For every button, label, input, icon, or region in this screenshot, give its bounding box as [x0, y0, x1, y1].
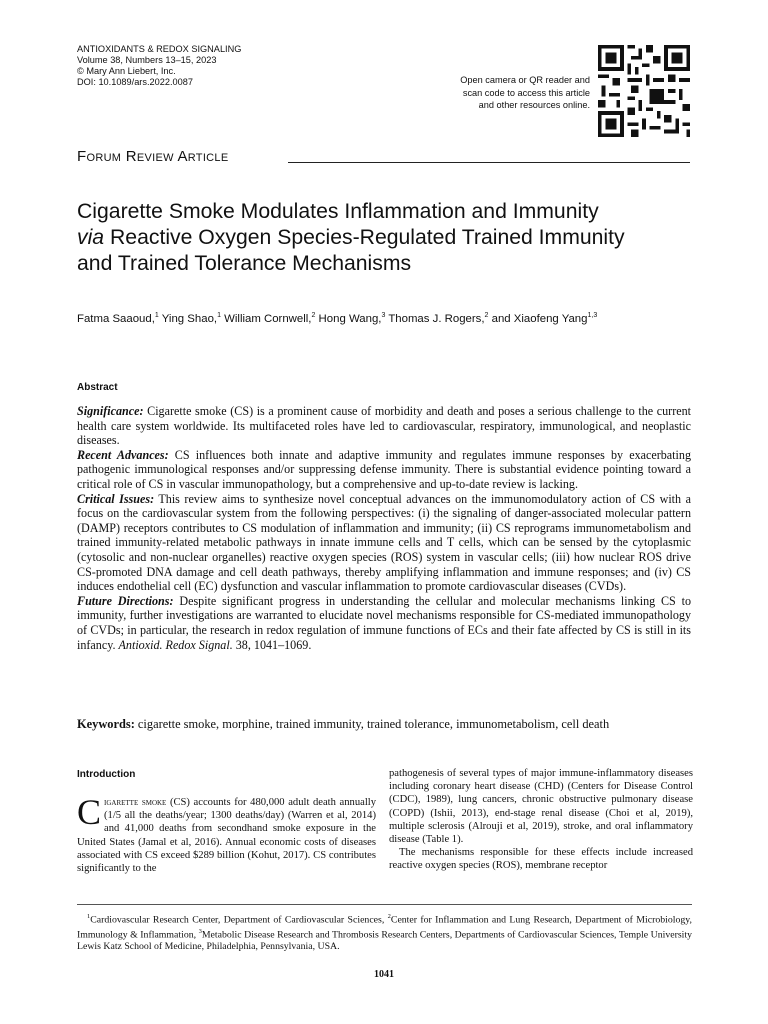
keywords-text: cigarette smoke, morphine, trained immunity, trained tolerance, immunometabolism, cell death [134, 717, 610, 731]
author-affiliation: 3 [381, 312, 386, 319]
abstract-heading: Abstract [77, 382, 118, 393]
journal-publisher: © Mary Ann Liebert, Inc. [77, 66, 176, 76]
drop-cap: C [77, 792, 102, 832]
abstract-paragraph [77, 594, 691, 652]
footnote-text: Cardiovascular Research Center, Department of Cardiovascular Sciences, [90, 914, 388, 926]
qr-note-line: scan code to access this article [462, 87, 590, 98]
journal-volume: Volume 38, Numbers 13–15, 2023 [77, 55, 217, 65]
journal-doi[interactable]: DOI: 10.1089/ars.2022.0087 [77, 77, 193, 87]
footnote-text: Metabolic Disease Research and Thrombosis Research Centers, Departments of Cardiovascular Sciences, Temple University Lewis Katz School of Medicine, Philadelphia, Pennsylvania, USA. [77, 929, 692, 953]
article-title [77, 199, 697, 277]
footnote-marker: 1 [87, 913, 91, 920]
journal-name: ANTIOXIDANTS & REDOX SIGNALING [77, 44, 242, 54]
page-number: 1041 [374, 969, 394, 980]
footnote-marker: 2 [387, 913, 391, 920]
qr-note-line: Open camera or QR reader and [460, 75, 590, 85]
keywords-label: Keywords: [77, 717, 135, 731]
qr-note [430, 74, 590, 112]
author-name: Thomas J. Rogers, [385, 312, 485, 325]
author-affiliation: 1 [217, 312, 221, 319]
author-list [77, 312, 697, 325]
abstract-label: Significance: [77, 404, 144, 418]
title-line: and Trained Tolerance Mechanisms [77, 252, 412, 275]
qr-note-line: and other resources online. [478, 100, 590, 110]
introduction-left-column [77, 792, 377, 875]
title-line: Reactive Oxygen Species-Regulated Trained Immunity [104, 226, 625, 249]
affiliation-footnote [77, 911, 692, 953]
abstract-text: Despite significant progress in understanding the cellular and molecular mechanisms linking CS to immunity, further investigations are warranted to elucidate novel mechanisms responsible for CS-mediated immunopathology of CVDs; in particular, the research in redox regulation of immune functions of ECs and their fate affected by CS is still in its infancy. [77, 593, 691, 652]
title-italic: via [77, 226, 105, 249]
author-name: Hong Wang, [315, 312, 382, 325]
introduction-right-column [389, 767, 693, 873]
abstract-paragraph [77, 448, 691, 492]
author-name: Fatma Saaoud, [77, 312, 155, 325]
introduction-heading: Introduction [77, 769, 136, 780]
author-name: Ying Shao, [158, 312, 218, 325]
body-paragraph: The mechanisms responsible for these effects include increased reactive oxygen species (ROS), membrane receptor [389, 847, 693, 872]
abstract-text: This review aims to synthesize novel conceptual advances on the immunomodulatory action of CS with a focus on the cardiovascular system from the following perspectives: (i) the signaling of danger-associated molecular pattern (DAMP) receptors contributes to CS modulation of inflammation and immunity; (ii) CS reprograms immunometabolism and trained immunity-related metabolic pathways in innate immune cells and T cells, which can be sensed by the cytoplasmic (cytosolic and non-nuclear organelles) reactive oxygen species (ROS) system in vascular cells; (iii) how nuclear ROS drive CS-promoted DNA damage and cell death pathways, thereby amplifying inflammation and immune responses; and (iv) CS induces endothelial cell (EC) dysfunction and vascular inflammation to promote cardiovascular diseases (CVDs). [77, 491, 691, 594]
body-paragraph: pathogenesis of several types of major immune-inflammatory diseases including coronary heart disease (CHD) (Centers for Disease Control (CDC), 1989), lung cancers, chronic obstructive pulmonary disease (COPD) (Ishii, 2013), end-stage renal disease (Choi et al, 2019), multiple sclerosis (Alrouji et al, 2019), stroke, and oral inflammatory disease (Table 1). [389, 768, 693, 846]
footnote-text: Center for Inflammation and Lung Research, Department of Microbiology, Immunology & Inflammation, [77, 914, 692, 941]
citation-journal: Antioxid. Redox Signal. [118, 637, 233, 652]
article-type: Forum Review Article [77, 148, 229, 165]
abstract-label: Future Directions: [77, 593, 174, 608]
abstract-paragraph [77, 492, 691, 594]
author-name: and Xiaofeng Yang [488, 312, 588, 325]
abstract-label: Critical Issues: [77, 491, 155, 506]
footnote-rule [77, 904, 692, 905]
author-affiliation: 1 [154, 312, 159, 319]
author-affiliation: 2 [484, 312, 489, 319]
smallcaps-text: igarette smoke [104, 797, 167, 808]
abstract-paragraph [77, 404, 691, 448]
author-affiliation: 1,3 [587, 312, 598, 319]
title-line: Cigarette Smoke Modulates Inflammation and Immunity [77, 200, 599, 223]
author-affiliation: 2 [311, 312, 316, 319]
journal-info [77, 44, 241, 88]
abstract-label: Recent Advances: [77, 447, 169, 462]
author-name: William Cornwell, [220, 312, 312, 325]
keywords [77, 717, 707, 732]
abstract-body [77, 404, 691, 652]
abstract-text: Cigarette smoke (CS) is a prominent cause of morbidity and death and poses a serious challenge to the current health care system worldwide. Its multifaceted roles have led to cardiovascular, respiratory, immunological, and neoplastic diseases. [77, 404, 691, 448]
body-text: (CS) accounts for 480,000 adult death annually (1/5 all the deaths/year; 1300 deaths/day) (Warren et al, 2014) and 41,000 deaths from secondhand smoke exposure in the United States (Jamal et al, 2016). Annual economic costs of diseases associated with CS exceed $289 billion (Kohut, 2017). CS contributes significantly to the [77, 797, 377, 875]
footnote-marker: 3 [198, 928, 202, 936]
citation-details: 38, 1041–1069. [232, 637, 312, 652]
qr-code-icon[interactable] [598, 45, 690, 137]
article-type-rule [288, 162, 690, 163]
abstract-text: CS influences both innate and adaptive immunity and regulates immune responses by exacerbating pathogenic immunological responses and/or suppressing defense immunity. There is substantial evidence pointing toward a critical role of CS in vascular immunopathology, but a comprehensive and up-to-date review is lacking. [77, 447, 691, 491]
